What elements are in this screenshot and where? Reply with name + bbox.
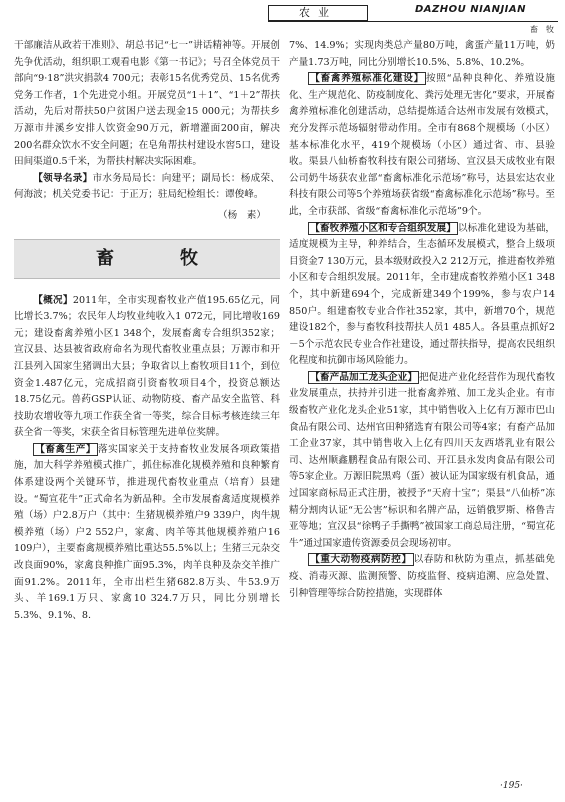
leaders-text: 市水务局局长：向建平；副局长：杨成荣、何海波；机关党委书记：于正万；驻局纪检组长：谭俊峰。 [14,172,281,201]
epidemic-text: 以春防和秋防为重点，抓基础免疫、消毒灭源、监测预警、防疫监督、疫病追溯、应急处置、引种管理等综合防控措施，实现群体 [289,554,556,599]
processing-paragraph [289,370,555,553]
author-credit: （杨 素） [218,209,266,221]
header-rule [268,21,558,22]
leaders-paragraph [14,171,280,204]
standardization-text: 按照“品种良种化、养殖设施化、生产规范化、防疫制度化、粪污处理无害化”要求，开展畜禽养殖标准化创建活动，总结提炼适合达州市发展有效模式，充分发挥示范场辐射带动作用。全市有868个规模场（小区）基本标准化水平，419个规模场（小区）通过省、市、县验收。渠县八仙桥畜牧科技有限公司猪场、宣汉县天成牧业有限公司奶牛场获农业部“畜禽标准化示范场”称号，达县宏达农业科技有限公司等5个养殖场获省级“畜禽标准化示范场”称号。至此，全市获部、省级“畜禽标准化示范场”9个。 [289,73,555,217]
production-tag: 【畜禽生产】 [35,443,97,455]
running-header [0,0,565,34]
overview-text: 2011年，全市实现畜牧业产值195.65亿元，同比增长3.7%；农民年人均牧业纯收入1 072元，同比增收169元；建设畜禽养殖小区1 348个，发展畜禽专合组织352家；宣汉县、达县被省政府命名为现代畜牧业重点县；万源市和开江县列入国家生猪调出大县；争取省以上畜牧项目11个，到位资金1.487亿元，完成招商引资畜牧项目4个，投资总额达18.75亿元。兽药GSP认证、动物防疫、畜产品安全监管、科技助农增收等九项工作获全省一等奖，综合目标考核连续三年获全省一等奖，宋获全省目标管理先进单位奖牌。 [14,294,281,439]
standardization-tag: 【畜禽养殖标准化建设】 [310,73,424,85]
section-label: 农业 [268,5,368,21]
section-title: 畜 牧 [14,239,280,279]
epidemic-paragraph [289,552,555,602]
standardization-paragraph [289,71,555,220]
cooperative-paragraph [289,221,555,370]
paragraph: 7%、14.9%；实现肉类总产量80万吨，禽蛋产量11万吨，奶产量1.73万吨，同比分别增长10.5%、5.8%、10.2%。 [289,40,555,68]
production-text: 落实国家关于支持畜牧业发展各项政策措施，加大科学养殖模式推广，抓住标准化规模养殖和良种繁育体系建设两个关键环节，推进现代畜牧业重点（培育）县建设。“蜀宣花牛”正式命名为新品种。全市发展畜禽适度规模养殖（场）户2.8万户（其中：生猪规模养殖户9 339户，肉牛规模养殖（场）户2 552户，家禽、肉羊等其他规模养殖户16 109户），主要畜禽规模养殖比重达55.5%以上；生猪三元杂交改良面90%，家禽良种推广面95.3%，肉羊良种及杂交羊推广面91.2%。2011年，全市出栏生猪682.8万头、牛53.9万头、羊169.1万只、家禽10 324.7万只，同比分别增长5.3%、9.1%、8. [14,443,281,621]
production-paragraph [14,442,280,625]
epidemic-tag: 【重大动物疫病防控】 [310,554,412,566]
overview-paragraph [14,293,280,442]
left-column [14,38,280,624]
overview-tag: 【概况】 [33,294,73,306]
cooperative-text: 以标准化建设为基础，适度规模为主导，种养结合，生态循环发展模式，整合上级项目资金7 130万元，县本级财政投入2 212万元，推进畜牧养殖小区和专合组织发展。2011年，全市建成畜牧养殖小区1 348个，其中新建694个，完成新建349个199%，参与农户14 850户。组建畜牧专业合作社352家，其中，新增70个，规范建设182个，参与畜牧科技帮扶人员1 485人。各县重点抓好2－5个示范农民专业合作社建设，通过帮扶指导，提高农民组织化程度和抗御市场风险能力。 [289,222,556,367]
leaders-tag: 【领导名录】 [33,172,93,184]
cooperative-tag: 【畜牧养殖小区和专合组织发展】 [310,222,456,234]
running-title: DAZHOU NIANJIAN [415,4,527,15]
subsection-label: 畜 牧 [530,25,554,34]
page-number: ·195· [500,781,523,791]
processing-tag: 【畜产品加工龙头企业】 [310,371,418,383]
right-column [289,38,555,602]
paragraph: 干部廉洁从政若干准则》、胡总书记“七一”讲话精神等。开展创先争优活动，组织职工观看电影《第一书记》；号召全体党员干部向“9·18”洪灾捐款4 700元；表彰15名优秀党员、15名优秀党务工作者，1个先进党小组。开展党员“1＋1”、“1＋2”帮扶活动，先后对帮扶50户贫困户送去现金15 000元；为帮扶乡万源市井溪乡安排人饮资金90万元，新增灌面200亩，解决200名群众饮水不安全问题；在皂角帮扶村建设水窖5口，建设田间渠道0.5千米，为帮扶村解决实际困难。 [14,40,280,168]
processing-text: 把促进产业化经营作为现代畜牧业发展重点，扶持并引进一批畜禽养殖、加工龙头企业。有市级畜牧产业化龙头企业51家，其中销售收入上亿有万源市巴山食品有限公司、达州官田种猪选育有限公司等4家；有畜产品加工企业37家，其中销售收入上亿有四川天友西塔乳业有限公司、达州顺鑫鹏程食品有限公司、开江县永发肉食品有限公司等5家企业。万源旧院黑鸡（蛋）被认证为国家级有机食品，通过国家商标局正式注册，被授予“天府十宝”；渠县“八仙桥”冻精分割肉认证“无公害”标识和名牌产品，远销俄罗斯、格鲁吉亚等地；宣汉县“徐鸭子手撕鸭”被国家工商总局注册，“蜀宣花牛”通过国家遗传资源委员会现场初审。 [289,371,556,549]
